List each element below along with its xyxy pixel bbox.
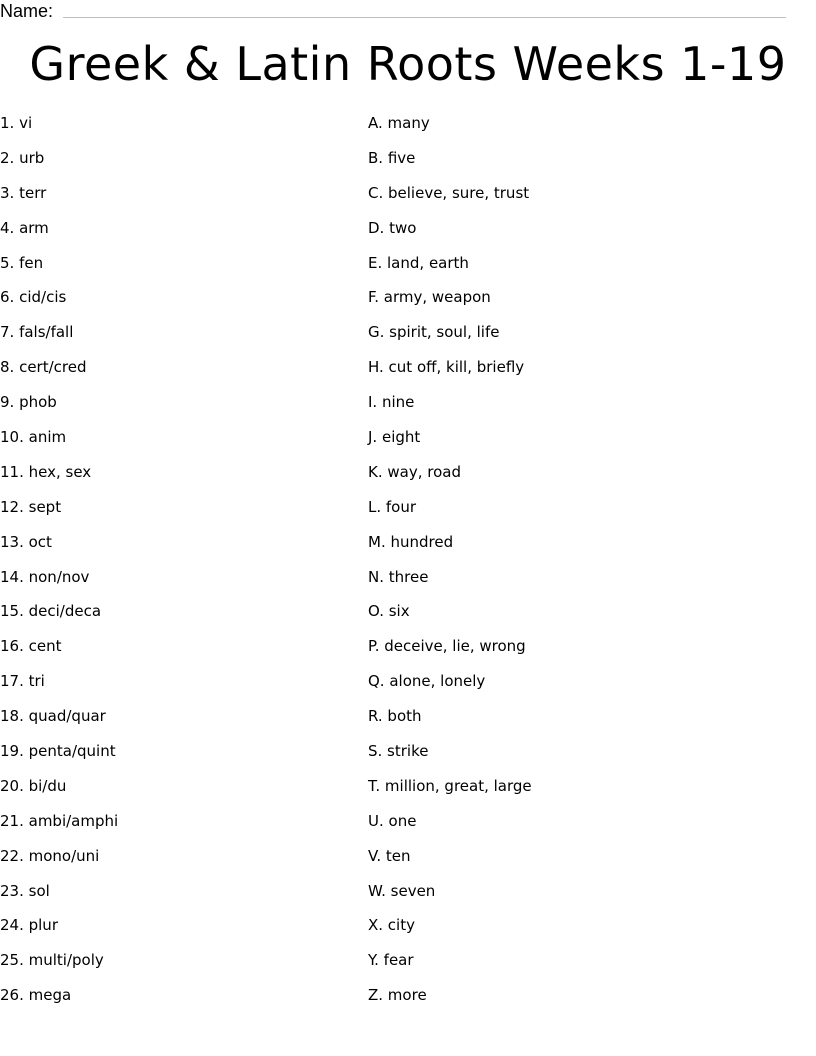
meaning-item: U. one xyxy=(368,811,417,830)
root-item: 16. cent xyxy=(0,637,62,656)
meaning-item: P. deceive, lie, wrong xyxy=(368,637,526,656)
root-item: 3. terr xyxy=(0,183,47,202)
meaning-item: H. cut off, kill, briefly xyxy=(368,358,525,377)
meaning-item: A. many xyxy=(368,114,430,132)
root-item: 6. cid/cis xyxy=(0,288,67,307)
root-item: 14. non/nov xyxy=(0,567,90,586)
meaning-item: F. army, weapon xyxy=(368,288,491,307)
meaning-item: C. believe, sure, trust xyxy=(368,183,530,202)
page-title: Greek & Latin Roots Weeks 1-19 xyxy=(29,37,787,91)
root-item: 4. arm xyxy=(0,218,49,237)
name-label: Name: xyxy=(0,1,54,21)
root-item: 15. deci/deca xyxy=(0,602,102,621)
meaning-item: G. spirit, soul, life xyxy=(368,323,500,342)
root-item: 13. oct xyxy=(0,532,52,551)
root-item: 17. tri xyxy=(0,672,45,691)
root-item: 7. fals/fall xyxy=(0,323,74,342)
meaning-item: S. strike xyxy=(368,742,429,761)
root-item: 1. vi xyxy=(0,114,33,132)
meaning-item: J. eight xyxy=(368,428,421,447)
meaning-item: W. seven xyxy=(368,881,436,900)
meaning-item: I. nine xyxy=(368,393,415,412)
meaning-item: Y. fear xyxy=(368,951,414,970)
root-item: 26. mega xyxy=(0,986,72,1005)
root-item: 20. bi/du xyxy=(0,776,67,795)
meaning-item: L. four xyxy=(368,497,417,516)
root-item: 2. urb xyxy=(0,148,45,167)
meanings-list xyxy=(368,114,808,1021)
root-item: 22. mono/uni xyxy=(0,846,100,865)
meaning-item: Z. more xyxy=(368,986,427,1005)
meaning-item: M. hundred xyxy=(368,532,454,551)
name-row xyxy=(0,0,790,22)
root-item: 25. multi/poly xyxy=(0,951,104,970)
roots-list xyxy=(0,114,360,1021)
root-item: 10. anim xyxy=(0,428,67,447)
meaning-item: B. five xyxy=(368,148,416,167)
root-item: 12. sept xyxy=(0,497,62,516)
root-item: 21. ambi/amphi xyxy=(0,811,119,830)
meaning-item: X. city xyxy=(368,916,415,935)
meaning-item: T. million, great, large xyxy=(368,776,532,795)
meaning-item: N. three xyxy=(368,567,429,586)
meaning-item: R. both xyxy=(368,707,422,726)
root-item: 9. phob xyxy=(0,393,57,412)
root-item: 11. hex, sex xyxy=(0,462,92,481)
root-item: 24. plur xyxy=(0,916,58,935)
root-item: 19. penta/quint xyxy=(0,742,116,761)
meaning-item: K. way, road xyxy=(368,462,461,481)
root-item: 5. fen xyxy=(0,253,44,272)
root-item: 8. cert/cred xyxy=(0,358,87,377)
root-item: 23. sol xyxy=(0,881,50,900)
meaning-item: O. six xyxy=(368,602,410,621)
meaning-item: Q. alone, lonely xyxy=(368,672,486,691)
meaning-item: D. two xyxy=(368,218,417,237)
name-blank-line[interactable] xyxy=(63,17,786,18)
meaning-item: V. ten xyxy=(368,846,411,865)
meaning-item: E. land, earth xyxy=(368,253,469,272)
root-item: 18. quad/quar xyxy=(0,707,106,726)
